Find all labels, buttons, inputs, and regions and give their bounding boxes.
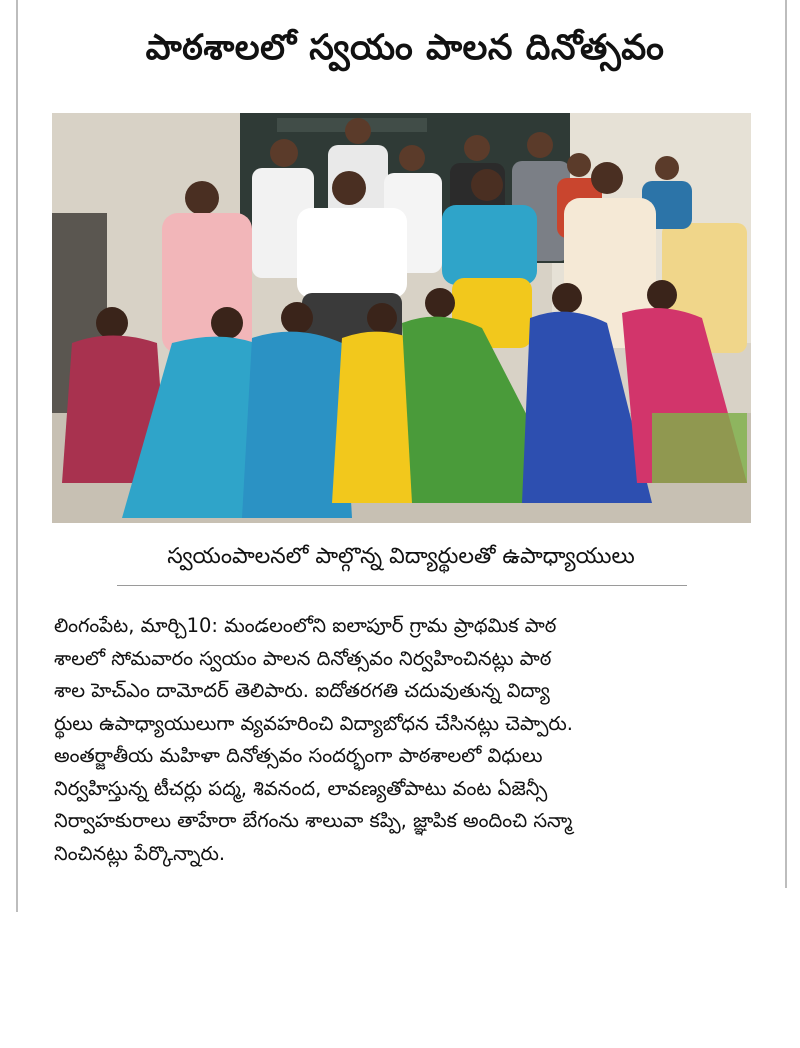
column-rule-left: [16, 0, 18, 912]
body-line: లింగంపేట, మార్చి10: మండలంలోని ఐలాపూర్ గ్రామ ప్రాథమిక పాఠ: [54, 614, 557, 637]
body-line: అంతర్జాతీయ మహిళా దినోత్సవం సందర్భంగా పాఠశాలలో విధులు: [54, 744, 543, 767]
body-line: నించినట్లు పేర్కొన్నారు.: [54, 841, 226, 865]
body-line: నిర్వహిస్తున్న టీచర్లు పద్మ, శివనంద, లావణ్యతోపాటు వంట ఏజెన్సీ: [54, 776, 548, 800]
article-headline: పాఠశాలలో స్వయం పాలన దినోత్సవం: [145, 28, 665, 68]
article-photo: [52, 113, 751, 523]
article-body: [54, 610, 759, 870]
photo-caption: స్వయంపాలనలో పాల్గొన్న విద్యార్థులతో ఉపాధ్యాయులు: [167, 544, 635, 569]
caption-divider: [117, 585, 687, 586]
body-line: శాల హెచ్ఎం దామోదర్ తెలిపారు. ఐదోతరగతి చదువుతున్న విద్యా: [54, 679, 550, 702]
body-line: శాలలో సోమవారం స్వయం పాలన దినోత్సవం నిర్వహించినట్లు పాఠ: [54, 646, 552, 670]
column-rule-right: [785, 0, 787, 888]
body-line: ర్థులు ఉపాధ్యాయులుగా వ్యవహరించి విద్యాబోధన చేసినట్లు చెప్పారు.: [54, 711, 573, 735]
body-line: నిర్వాహకురాలు తాహేరా బేగంను శాలువా కప్పి, జ్ఞాపిక అందించి సన్మా: [54, 809, 573, 832]
